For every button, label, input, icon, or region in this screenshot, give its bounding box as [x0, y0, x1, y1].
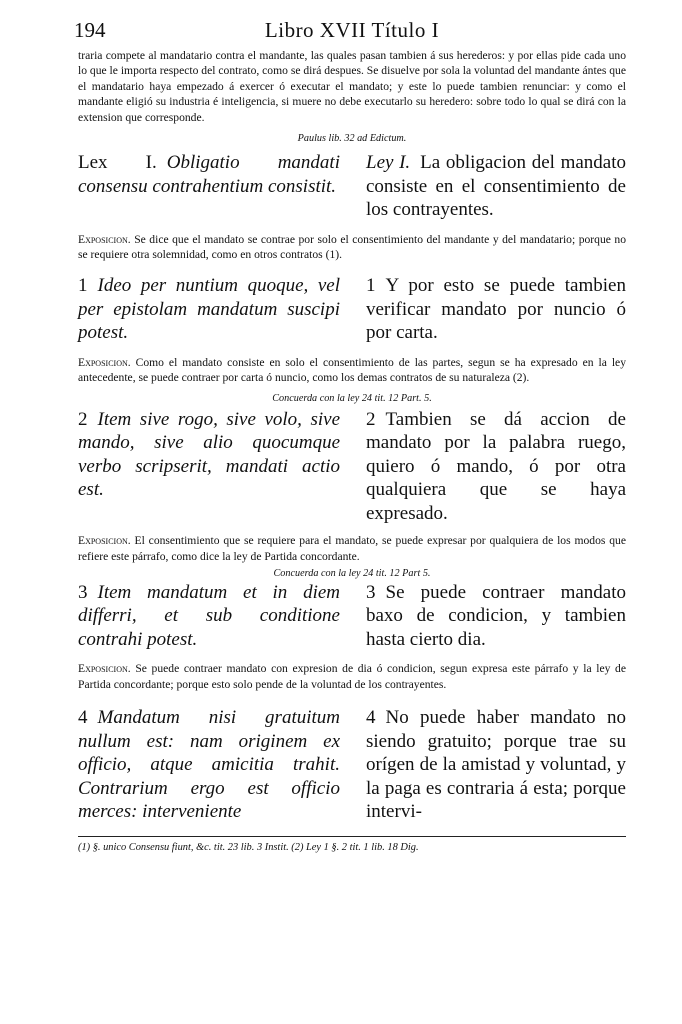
latin-text: 3 Item mandatum et in diem differri, et sub conditione contrahi potest. — [78, 581, 340, 650]
latin-text: 1 Ideo per nuntium quoque, vel per epistolam mandatum suscipi potest. — [78, 275, 340, 344]
law-row — [78, 274, 626, 345]
law-row — [78, 151, 626, 222]
law-row — [78, 581, 626, 652]
spanish-text: 4 No puede haber mandato no siendo gratuito; porque trae su orígen de la amistad y voluntad, y la paga es contraria á esta; porque intervi- — [366, 707, 626, 823]
law-row — [78, 408, 626, 526]
law-row — [78, 706, 626, 824]
exposition: Exposicion. El consentimiento que se requiere para el mandato, se puede expresar por qualquiera de los modos que refiere este párrafo, como dice la ley de Partida concordante. — [78, 534, 626, 563]
latin-text: 4 Mandatum nisi gratuitum nullum est: nam originem ex officio, atque amicitia trahit. Contrarium ergo est officio merces: interveniente — [78, 707, 340, 823]
latin-text: Lex I. Obligatio mandati consensu contrahentium consistit. — [78, 152, 340, 197]
page-number: 194 — [74, 18, 106, 42]
spanish-text: 1 Y por esto se puede tambien verificar mandato por nuncio ó por carta. — [366, 275, 626, 344]
footnotes: (1) §. unico Consensu fiunt, &c. tit. 23 lib. 3 Instit. (2) Ley 1 §. 2 tit. 1 lib. 18 Dig. — [78, 841, 419, 853]
exposition: Exposicion. Se puede contraer mandato con expresion de dia ó condicion, segun expresa este párrafo y la ley de Partida concordante; porque esto solo pende de la voluntad de los contrayentes. — [78, 662, 626, 691]
footnote-divider — [78, 836, 626, 837]
page — [74, 14, 627, 853]
page-header — [74, 14, 626, 48]
exposition: Exposicion. Como el mandato consiste en solo el consentimiento de las partes, segun se ha expresado en la ley antecedente, se puede contraer por carta ó nuncio, como los demas contratos de su naturaleza (2). — [78, 355, 626, 385]
spanish-text: 3 Se puede contraer mandato baxo de condicion, y tambien hasta cierto dia. — [366, 581, 626, 650]
concordance-note: Concuerda con la ley 24 tit. 12 Part 5. — [273, 567, 431, 579]
spanish-text: 2 Tambien se dá accion de mandato por la palabra ruego, quiero ó mando, ó por otra qualquiera que se haya expresado. — [366, 408, 626, 524]
running-title: Libro XVII Título I — [264, 18, 440, 42]
latin-text: 2 Item sive rogo, sive volo, sive mando, sive alio quocumque verbo scripserit, mandati actio est. — [78, 408, 340, 501]
source-citation: Paulus lib. 32 ad Edictum. — [297, 133, 407, 145]
exposition: Exposicion. Se dice que el mandato se contrae por solo el consentimiento del mandante y del mandatario; porque no se requiere otra solemnidad, como en otros contratos (1). — [78, 232, 627, 261]
intro-paragraph: traria compete al mandatario contra el mandante, las quales pasan tambien á sus herederos: y por ellas pide cada uno lo que le importa respecto del contrato, como se dirá despues. Se disuelve por sola la voluntad del mandante ántes que el mandatario haya empezado á exercer ó executar el mandato; y este lo puede tambien renunciar: y como el mandante eligió su industria é inteligencia, si muere no debe executarlo su heredero: sobre todo lo qual se dirá con la extension que corresponde. — [78, 49, 626, 124]
concordance-note: Concuerda con la ley 24 tit. 12 Part. 5. — [272, 392, 432, 404]
spanish-text: Ley I. La obligacion del mandato consiste en el consentimiento de los contrayentes. — [366, 152, 626, 221]
